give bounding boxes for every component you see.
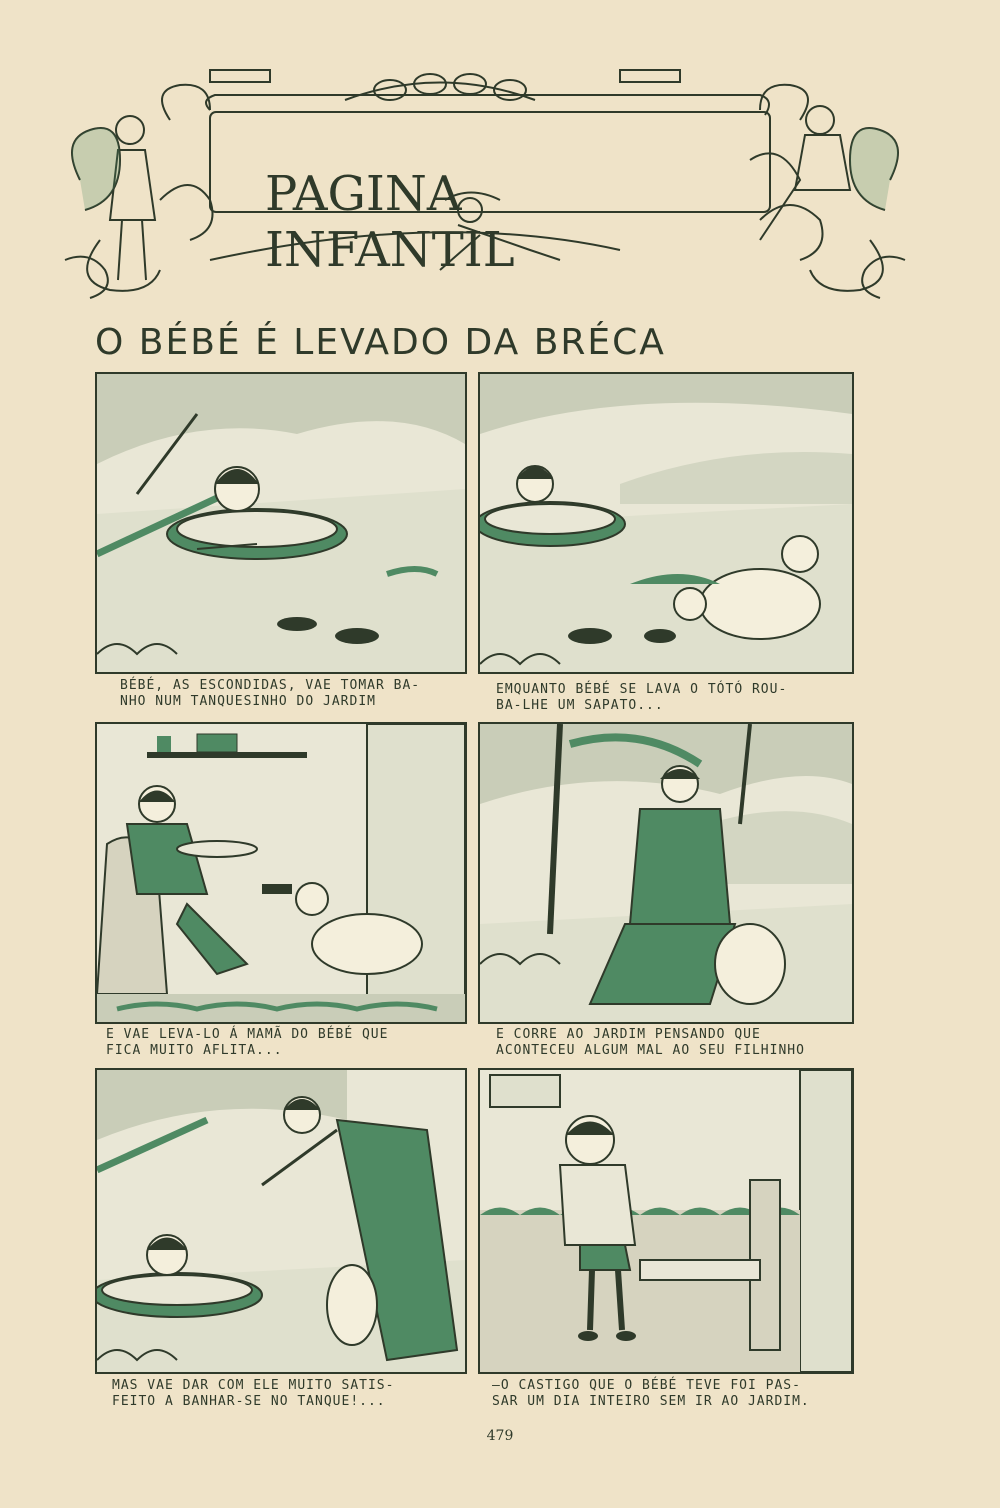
comic-panel-4	[478, 722, 854, 1024]
caption-line: BA-LHE UM SAPATO...	[496, 698, 664, 713]
comic-panel-6	[478, 1068, 854, 1374]
comic-panel-3	[95, 722, 467, 1024]
caption-line: SAR UM DIA INTEIRO SEM IR AO JARDIM.	[492, 1394, 810, 1409]
panel-1-caption	[120, 678, 420, 710]
story-title: O BÉBÉ É LEVADO DA BRÉCA	[95, 322, 666, 363]
panel-6-caption	[492, 1378, 810, 1410]
panel-3-caption	[106, 1027, 388, 1059]
comic-panel-1	[95, 372, 467, 674]
comic-panel-5	[95, 1068, 467, 1374]
panel-5-caption	[112, 1378, 394, 1410]
page-number: 479	[486, 1428, 514, 1444]
header-ornament	[60, 60, 910, 310]
panel-1-illustration	[97, 374, 465, 672]
panel-5-illustration	[97, 1070, 465, 1372]
panel-6-illustration	[480, 1070, 852, 1372]
panel-2-caption	[496, 682, 787, 714]
section-title: PAGINA INFANTIL	[265, 166, 515, 278]
caption-line: ACONTECEU ALGUM MAL AO SEU FILHINHO	[496, 1043, 805, 1058]
caption-line: E VAE LEVA-LO Á MAMÃ DO BÉBÉ QUE	[106, 1027, 389, 1042]
panel-3-illustration	[97, 724, 465, 1022]
panel-2-illustration	[480, 374, 852, 672]
caption-line: FICA MUITO AFLITA...	[106, 1043, 283, 1058]
caption-line: EMQUANTO BÉBÉ SE LAVA O TÓTÓ ROU-	[496, 682, 788, 697]
comic-panel-2	[478, 372, 854, 674]
caption-line: MAS VAE DAR COM ELE MUITO SATIS-	[112, 1378, 395, 1393]
caption-line: E CORRE AO JARDIM PENSANDO QUE	[496, 1027, 761, 1042]
caption-line: FEITO A BANHAR-SE NO TANQUE!...	[112, 1394, 386, 1409]
caption-line: BÉBÉ, AS ESCONDIDAS, VAE TOMAR BA-	[120, 678, 421, 693]
caption-line: NHO NUM TANQUESINHO DO JARDIM	[120, 694, 376, 709]
panel-4-caption	[496, 1027, 805, 1059]
caption-line: —O CASTIGO QUE O BÉBÉ TEVE FOI PAS-	[492, 1378, 801, 1393]
panel-4-illustration	[480, 724, 852, 1022]
